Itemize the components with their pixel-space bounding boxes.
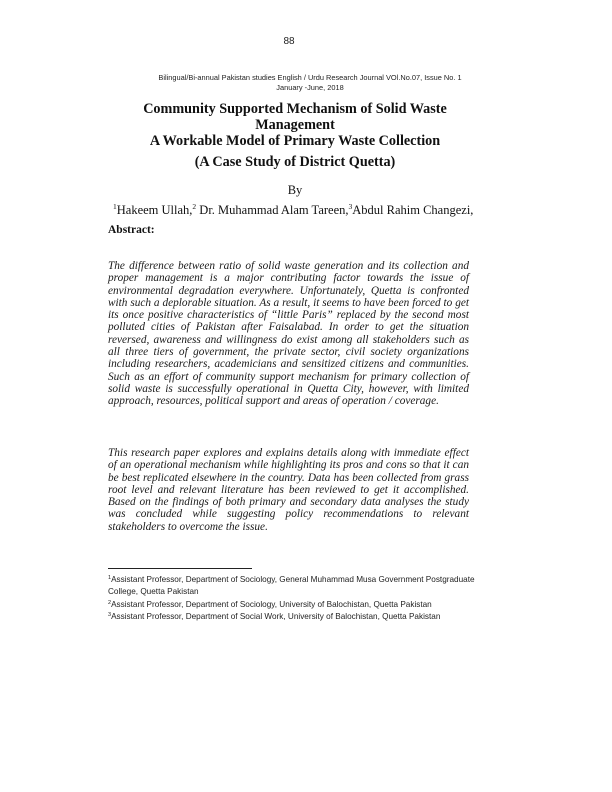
author-3-name: Abdul Rahim Changezi, [352, 203, 474, 217]
abstract-paragraph-1: The difference between ratio of solid waste generation and its collection and proper management is a major contributing factor towards the issue of environmental degradation everywhere. Unfortunately, Quetta is confronted with such a deplorable situation. As a result, it seems to have been forced to get its once positive characteristics of “little Paris” replaced by the second most polluted cities of Pakistan after Faisalabad. In order to get the situation reversed, awareness and willingness do exist among all stakeholders such as all three tiers of government, the private sector, civil society organizations including researchers, academicians and sensitized citizens and communities. Such as an effort of community support mechanism for primary collection of solid waste is successfully operational in Quetta City, however, with limited approach, resources, political support and areas of operation / coverage. [108, 260, 469, 408]
page-number: 88 [283, 36, 295, 47]
author-3 [349, 203, 474, 217]
author-3-marker: 3 [348, 202, 353, 211]
title-line-1: Community Supported Mechanism of Solid Waste [143, 101, 447, 117]
author-1-marker: 1 [113, 202, 117, 211]
journal-header [60, 73, 560, 93]
title-line-3: A Workable Model of Primary Waste Collection [149, 133, 441, 149]
footnotes [108, 574, 478, 624]
author-2-marker: 2 [192, 202, 197, 211]
author-1 [113, 203, 192, 217]
footnote-1-marker: 1 [108, 575, 112, 581]
footnote-2-text: Assistant Professor, Department of Sociology, University of Balochistan, Quetta Pakistan [111, 599, 432, 609]
paper-subtitle: (A Case Study of District Quetta) [194, 154, 396, 170]
footnote-3 [108, 611, 478, 623]
author-1-name: Hakeem Ullah, [116, 203, 193, 217]
footnote-divider [108, 568, 252, 569]
footnote-3-marker: 3 [108, 612, 112, 619]
paper-title [100, 101, 490, 170]
journal-header-title: Bilingual/Bi-annual Pakistan studies English / Urdu Research Journal VOl.No.07, Issue No. 1 [158, 73, 462, 82]
footnote-2-marker: 2 [108, 599, 112, 606]
author-list [113, 203, 473, 218]
abstract-paragraph-2: This research paper explores and explains details along with immediate effect of an operational mechanism while highlighting its pros and cons so that it can be best replicated elsewhere in the country. Data has been collected from grass root level and relevant literature has been reviewed to get it accomplished. Based on the findings of both primary and secondary data analyses the study was concluded while suggesting policy recommendations to relevant stakeholders to overcome the issue. [108, 447, 469, 533]
journal-header-date: January -June, 2018 [276, 83, 344, 92]
footnote-3-text: Assistant Professor, Department of Social Work, University of Balochistan, Quetta Pakistan [111, 612, 441, 622]
footnote-2 [108, 599, 478, 611]
footnote-1-text: Assistant Professor, Department of Sociology, General Muhammad Musa Government Postgraduate College, Quetta Pakistan [108, 575, 475, 597]
footnote-1 [108, 574, 478, 599]
by-label: By [287, 183, 303, 197]
author-2 [192, 203, 348, 217]
title-line-2: Management [255, 117, 335, 133]
author-2-name: Dr. Muhammad Alam Tareen, [196, 203, 349, 217]
abstract-heading: Abstract: [108, 224, 155, 236]
